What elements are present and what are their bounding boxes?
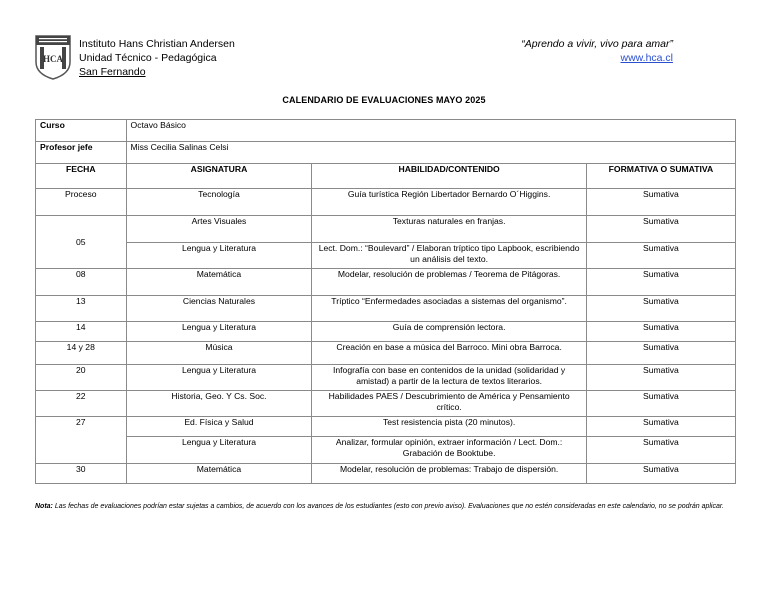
page-title: CALENDARIO DE EVALUACIONES MAYO 2025 [282, 95, 486, 105]
cell-subject: Lengua y Literatura [126, 322, 312, 342]
cell-date: 22 [36, 391, 127, 417]
cell-date: 20 [36, 365, 127, 391]
cell-date: 30 [36, 464, 127, 484]
course-value: Octavo Básico [126, 120, 735, 142]
cell-content: Infografía con base en contenidos de la unidad (solidaridad y amistad) a partir de la lectura de textos literarios. [312, 365, 586, 391]
cell-subject: Música [126, 342, 312, 365]
cell-type: Sumativa [586, 322, 735, 342]
table-row [36, 342, 736, 365]
cell-date: 14 y 28 [36, 342, 127, 365]
cell-content: Lect. Dom.: “Boulevard” / Elaboran tríptico tipo Lapbook, escribiendo un análisis del texto. [312, 243, 586, 269]
cell-content: Tríptico “Enfermedades asociadas a sistemas del organismo”. [312, 296, 586, 322]
column-header-type: FORMATIVA O SUMATIVA [586, 164, 735, 189]
cell-subject: Lengua y Literatura [126, 365, 312, 391]
cell-date: 14 [36, 322, 127, 342]
table-row [36, 417, 736, 437]
cell-type: Sumativa [586, 342, 735, 365]
cell-date: 08 [36, 269, 127, 296]
cell-subject: Matemática [126, 464, 312, 484]
course-row [36, 120, 736, 142]
table-row [36, 464, 736, 484]
column-header-content: HABILIDAD/CONTENIDO [312, 164, 586, 189]
institution-header [79, 37, 235, 79]
teacher-row [36, 142, 736, 164]
cell-subject: Lengua y Literatura [126, 243, 312, 269]
footnote [35, 502, 740, 512]
cell-subject: Lengua y Literatura [126, 437, 312, 464]
cell-type: Sumativa [586, 464, 735, 484]
evaluation-table [35, 119, 736, 484]
cell-type: Sumativa [586, 189, 735, 216]
cell-type: Sumativa [586, 216, 735, 243]
city-name: San Fernando [79, 66, 146, 78]
cell-type: Sumativa [586, 296, 735, 322]
cell-subject: Artes Visuales [126, 216, 312, 243]
cell-content: Creación en base a música del Barroco. Mini obra Barroca. [312, 342, 586, 365]
website-link[interactable]: www.hca.cl [620, 52, 673, 64]
cell-type: Sumativa [586, 365, 735, 391]
teacher-value: Miss Cecilia Salinas Celsi [126, 142, 735, 164]
cell-type: Sumativa [586, 417, 735, 437]
motto-header [521, 37, 673, 65]
logo-letters: HCA [43, 54, 63, 64]
cell-date: Proceso [36, 189, 127, 216]
unit-name: Unidad Técnico - Pedagógica [79, 52, 217, 64]
cell-type: Sumativa [586, 269, 735, 296]
cell-content: Modelar, resolución de problemas: Trabajo de dispersión. [312, 464, 586, 484]
cell-date: 05 [36, 216, 127, 269]
cell-type: Sumativa [586, 243, 735, 269]
table-row [36, 189, 736, 216]
table-row [36, 322, 736, 342]
footnote-label: Nota: [35, 503, 53, 510]
column-header-subject: ASIGNATURA [126, 164, 312, 189]
teacher-label: Profesor jefe [36, 142, 127, 164]
cell-content: Texturas naturales en franjas. [312, 216, 586, 243]
motto: “Aprendo a vivir, vivo para amar” [521, 38, 673, 50]
cell-subject: Ciencias Naturales [126, 296, 312, 322]
institution-name: Instituto Hans Christian Andersen [79, 38, 235, 50]
cell-date: 27 [36, 417, 127, 464]
school-logo [34, 34, 72, 80]
cell-content: Guía turística Región Libertador Bernardo O´Higgins. [312, 189, 586, 216]
cell-subject: Historia, Geo. Y Cs. Soc. [126, 391, 312, 417]
footnote-text: Las fechas de evaluaciones podrían estar sujetas a cambios, de acuerdo con los avances de los estudiantes (esto con previo aviso). Evaluaciones que no estén consideradas en este calendario, no se podrán aplicar. [54, 503, 724, 510]
cell-subject: Tecnología [126, 189, 312, 216]
cell-content: Modelar, resolución de problemas / Teorema de Pitágoras. [312, 269, 586, 296]
cell-content: Guía de comprensión lectora. [312, 322, 586, 342]
table-row [36, 243, 736, 269]
cell-date: 13 [36, 296, 127, 322]
cell-type: Sumativa [586, 437, 735, 464]
cell-subject: Ed. Física y Salud [126, 417, 312, 437]
table-row [36, 391, 736, 417]
cell-content: Analizar, formular opinión, extraer información / Lect. Dom.: Grabación de Booktube. [312, 437, 586, 464]
cell-content: Habilidades PAES / Descubrimiento de América y Pensamiento crítico. [312, 391, 586, 417]
cell-subject: Matemática [126, 269, 312, 296]
cell-type: Sumativa [586, 391, 735, 417]
course-label: Curso [36, 120, 127, 142]
cell-content: Test resistencia pista (20 minutos). [312, 417, 586, 437]
column-header-date: FECHA [36, 164, 127, 189]
table-row [36, 437, 736, 464]
table-row [36, 296, 736, 322]
table-row [36, 216, 736, 243]
table-row [36, 365, 736, 391]
table-row [36, 269, 736, 296]
table-header-row [36, 164, 736, 189]
